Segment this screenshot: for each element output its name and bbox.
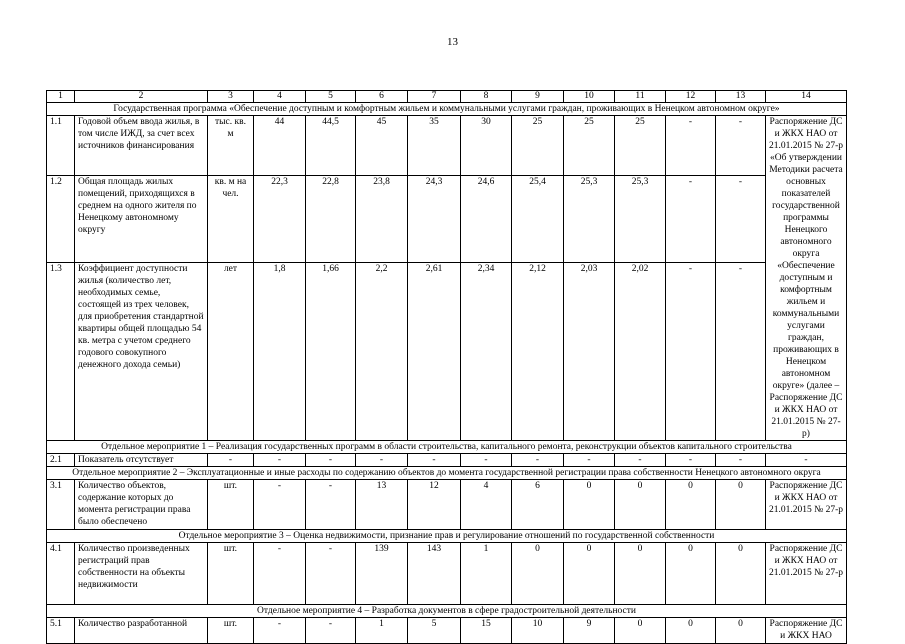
measure-title: Отдельное мероприятие 3 – Оценка недвижимости, признание прав и регулирование отношений по государственной собственности [47,530,847,543]
value-cell: - [716,176,766,263]
indicator-name: Количество объектов, содержание которых до момента регистрации права было обеспечено [75,480,208,530]
row-number: 1.2 [47,176,75,263]
table-row [47,454,847,467]
value-cell: 5 [408,618,461,644]
row-number: 1.3 [47,262,75,440]
value-cell: 143 [408,543,461,605]
value-cell: 1,8 [254,262,306,440]
program-title-row [47,103,847,116]
source-document: Распоряжение ДС и ЖКХ НАО от 21.01.2015 № 27-р [766,480,847,530]
value-cell: - [716,454,766,467]
indicator-name: Коэффициент доступности жилья (количество лет, необходимых семье, состоящей из трех человек, для приобретения стандартной квартиры общей площадью 54 кв. метра с учетом среднего годового совокупного денежного дохода семьи) [75,262,208,440]
value-cell: - [666,262,716,440]
program-title: Государственная программа «Обеспечение доступным и комфортным жильем и коммунальными услугами граждан, проживающих в Ненецком автономном округе» [47,103,847,116]
value-cell: - [306,618,356,644]
value-cell: 9 [564,618,615,644]
unit: шт. [208,618,254,644]
table-row [47,116,847,176]
table-row [47,480,847,530]
value-cell: - [461,454,512,467]
source-document: Распоряжение ДС и ЖКХ НАО [766,618,847,644]
value-cell: - [254,480,306,530]
indicator-name: Показатель отсутствует [75,454,208,467]
value-cell: 10 [512,618,564,644]
value-cell: - [564,454,615,467]
value-cell: 1 [461,543,512,605]
source-document: Распоряжение ДС и ЖКХ НАО от 21.01.2015 № 27-р [766,543,847,605]
value-cell: 2,12 [512,262,564,440]
measure-row [47,530,847,543]
measure-title: Отдельное мероприятие 4 – Разработка документов в сфере градостроительной деятельности [47,605,847,618]
value-cell: 25,4 [512,176,564,263]
unit: шт. [208,480,254,530]
value-cell: - [512,454,564,467]
value-cell: - [306,543,356,605]
value-cell: 0 [615,543,666,605]
table-row [47,262,847,440]
value-cell: 25 [512,116,564,176]
value-cell: - [666,176,716,263]
source-document: - [766,454,847,467]
col-header: 4 [254,91,306,103]
col-header: 11 [615,91,666,103]
value-cell: 6 [512,480,564,530]
value-cell: 12 [408,480,461,530]
value-cell: - [716,116,766,176]
value-cell: 44,5 [306,116,356,176]
value-cell: 0 [615,480,666,530]
value-cell: - [615,454,666,467]
value-cell: 24,3 [408,176,461,263]
value-cell: 0 [615,618,666,644]
measure-title: Отдельное мероприятие 2 – Эксплуатационные и иные расходы по содержанию объектов до момента государственной регистрации права собственности Ненецкого автономного округа [47,467,847,480]
unit: - [208,454,254,467]
indicators-table [46,90,847,644]
indicator-name: Количество разработанной [75,618,208,644]
col-header: 10 [564,91,615,103]
value-cell: 30 [461,116,512,176]
value-cell: 0 [666,480,716,530]
value-cell: 0 [716,618,766,644]
value-cell: 25,3 [615,176,666,263]
unit: шт. [208,543,254,605]
measure-row [47,467,847,480]
value-cell: 0 [564,543,615,605]
measure-row [47,605,847,618]
col-header: 1 [47,91,75,103]
row-number: 2.1 [47,454,75,467]
measure-row [47,441,847,454]
col-header: 12 [666,91,716,103]
value-cell: 1 [356,618,408,644]
value-cell: - [356,454,408,467]
value-cell: 0 [716,543,766,605]
value-cell: - [254,618,306,644]
value-cell: 0 [716,480,766,530]
value-cell: 35 [408,116,461,176]
value-cell: - [716,262,766,440]
value-cell: 2,2 [356,262,408,440]
value-cell: 23,8 [356,176,408,263]
value-cell: - [306,480,356,530]
value-cell: 0 [512,543,564,605]
value-cell: 45 [356,116,408,176]
col-header: 14 [766,91,847,103]
value-cell: 13 [356,480,408,530]
row-number: 3.1 [47,480,75,530]
table-row [47,543,847,605]
header-row [47,91,847,103]
value-cell: 0 [564,480,615,530]
page-number: 13 [447,36,458,48]
value-cell: 24,6 [461,176,512,263]
value-cell: 22,3 [254,176,306,263]
value-cell: 22,8 [306,176,356,263]
value-cell: 2,02 [615,262,666,440]
unit: лет [208,262,254,440]
measure-title: Отдельное мероприятие 1 – Реализация государственных программ в области строительства, капитального ремонта, реконструкции объектов капитального строительства [47,441,847,454]
table-row [47,176,847,263]
value-cell: - [408,454,461,467]
value-cell: - [666,454,716,467]
value-cell: - [306,454,356,467]
value-cell: 0 [666,543,716,605]
value-cell: 0 [666,618,716,644]
col-header: 9 [512,91,564,103]
value-cell: - [666,116,716,176]
row-number: 5.1 [47,618,75,644]
col-header: 5 [306,91,356,103]
value-cell: 44 [254,116,306,176]
row-number: 1.1 [47,116,75,176]
unit: тыс. кв. м [208,116,254,176]
source-document: Распоряжение ДС и ЖКХ НАО от 21.01.2015 № 27-р «Об утверждении Методики расчета основных показателей государственной программы Ненецкого автономного округа «Обеспечение доступным и комфортным жильем и коммунальными услугами граждан, проживающих в Ненецком автономном округе» (далее – Распоряжение ДС и ЖКХ НАО от 21.01.2015 № 27-р) [766,116,847,441]
value-cell: 2,34 [461,262,512,440]
value-cell: 4 [461,480,512,530]
value-cell: 139 [356,543,408,605]
indicator-name: Общая площадь жилых помещений, приходящихся в среднем на одного жителя по Ненецкому автономному округу [75,176,208,263]
indicator-name: Годовой объем ввода жилья, в том числе ИЖД, за счет всех источников финансирования [75,116,208,176]
col-header: 2 [75,91,208,103]
value-cell: - [254,543,306,605]
col-header: 8 [461,91,512,103]
value-cell: 25 [564,116,615,176]
col-header: 6 [356,91,408,103]
value-cell: 2,61 [408,262,461,440]
col-header: 3 [208,91,254,103]
col-header: 13 [716,91,766,103]
value-cell: 15 [461,618,512,644]
col-header: 7 [408,91,461,103]
value-cell: - [254,454,306,467]
value-cell: 25,3 [564,176,615,263]
value-cell: 1,66 [306,262,356,440]
unit: кв. м на чел. [208,176,254,263]
row-number: 4.1 [47,543,75,605]
value-cell: 2,03 [564,262,615,440]
indicator-name: Количество произведенных регистраций прав собственности на объекты недвижимости [75,543,208,605]
value-cell: 25 [615,116,666,176]
